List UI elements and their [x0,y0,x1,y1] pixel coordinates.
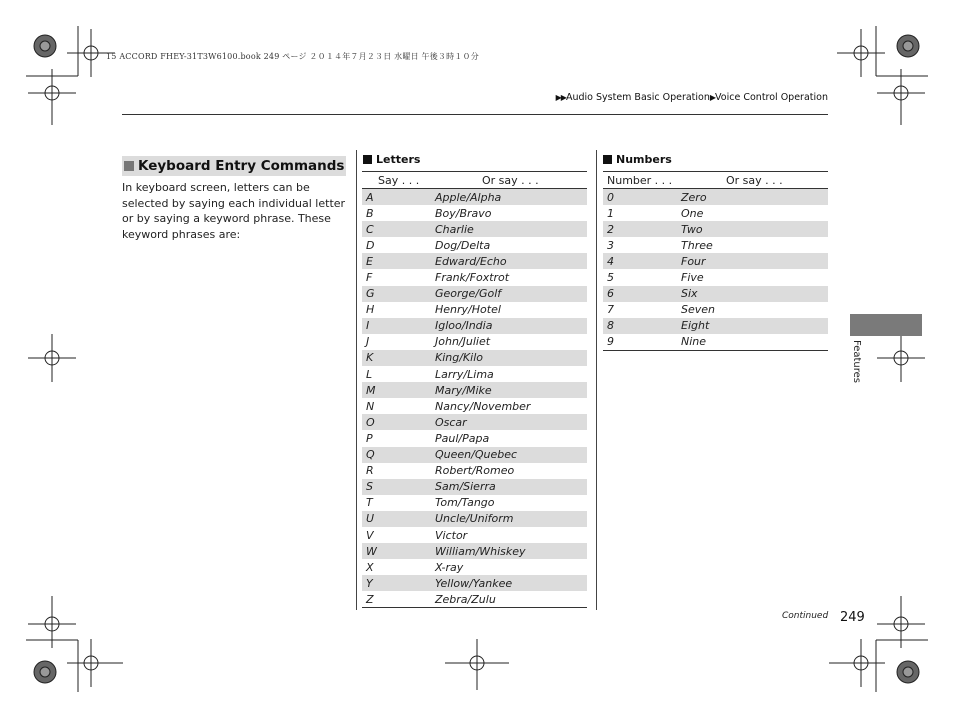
cell-say: U [362,511,432,527]
cell-say: L [366,367,373,381]
cell-or-say: Two [681,221,828,237]
cell-or-say: Henry/Hotel [435,303,501,317]
cell-say: 0 [603,189,681,206]
cell-or-say: X-ray [435,560,464,574]
cell-say: K [362,350,432,366]
cell-say: S [362,479,432,495]
section-intro: In keyboard screen, letters can be selected by saying each individual letter or by saying a keyword phrase. These keyword phrases are: [122,181,346,241]
numbers-table-title: Numbers [603,153,672,166]
cell-say: M [362,382,432,398]
cell-or-say: Nancy/November [435,399,531,413]
cell-say: R [366,464,374,478]
table-row [603,205,828,221]
cell-say: A [362,189,432,206]
cell-say: 7 [607,303,614,317]
table-row [362,302,587,318]
square-bullet-icon [363,155,372,164]
cell-or-say: Igloo/India [432,318,587,334]
col-header-number: Number . . . [603,172,681,189]
table-row [362,189,587,206]
table-row [362,414,587,430]
col-header-or: Or say . . . [681,172,828,189]
cell-say: C [362,221,432,237]
table-row [603,253,828,269]
continued-note: Continued [782,611,829,621]
table-row [603,302,828,318]
cell-or-say: Yellow/Yankee [432,575,587,591]
numbers-table [603,171,828,351]
table-row [362,334,587,350]
cell-or-say: Victor [435,528,468,542]
square-bullet-icon [603,155,612,164]
table-row [362,559,587,575]
cell-say: 5 [607,271,614,285]
table-row [362,511,587,527]
cell-say: H [366,303,375,317]
cell-say: 6 [603,286,681,302]
cell-or-say: Oscar [432,414,587,430]
table-row [603,189,828,206]
table-row [362,382,587,398]
cell-say: Z [362,591,432,608]
table-row [603,237,828,253]
breadcrumb-current: Voice Control Operation [715,92,828,103]
cell-say: D [366,238,375,252]
table-row [603,334,828,351]
table-row [362,398,587,414]
cell-or-say: Tom/Tango [435,496,495,510]
cell-say: O [362,414,432,430]
table-row [362,430,587,446]
cell-say: G [362,286,432,302]
cell-say: N [366,399,375,413]
cell-or-say: Larry/Lima [435,367,494,381]
cell-say: 9 [603,334,681,351]
page-number: 249 [840,610,865,625]
cell-or-say: George/Golf [432,286,587,302]
cell-say: 8 [603,318,681,334]
table-row [362,253,587,269]
cell-say: F [366,271,373,285]
print-imprint: 15 ACCORD FHEY-31T3W6100.book 249 ページ ２０１４年７月２３日 水曜日 午後３時１０分 [106,52,479,61]
table-row [362,318,587,334]
section-heading [122,156,346,176]
col-header-or: Or say . . . [432,172,587,189]
cell-or-say: Nine [681,334,828,351]
cell-say: 2 [603,221,681,237]
col-header-say: Say . . . [362,172,432,189]
table-row [362,350,587,366]
cell-or-say: Sam/Sierra [432,479,587,495]
table-row [362,447,587,463]
letters-table [362,171,587,608]
breadcrumb-separator-icon: ▶ [709,93,716,102]
table-row [362,543,587,559]
cell-or-say: Zebra/Zulu [432,591,587,608]
cell-say: I [362,318,432,334]
cell-or-say: Four [681,253,828,269]
cell-or-say: Eight [681,318,828,334]
cell-say: V [366,528,374,542]
table-row [362,286,587,302]
cell-or-say: Zero [681,189,828,206]
cell-or-say: Five [681,271,704,285]
cell-say: 3 [607,238,614,252]
cell-or-say: Dog/Delta [435,238,491,252]
table-row [362,463,587,479]
cell-or-say: John/Juliet [435,335,491,349]
table-row [603,269,828,285]
cell-or-say: Paul/Papa [435,431,490,445]
cell-say: Q [362,447,432,463]
cell-or-say: Charlie [432,221,587,237]
cell-or-say: King/Kilo [432,350,587,366]
cell-say: W [362,543,432,559]
cell-say: 4 [603,253,681,269]
column-divider-left [356,150,357,610]
table-row [603,286,828,302]
cell-say: J [366,335,370,349]
table-row [362,479,587,495]
cell-or-say: Boy/Bravo [435,206,492,220]
table-row [362,575,587,591]
table-header-row [362,172,587,189]
table-row [362,205,587,221]
cell-or-say: William/Whiskey [432,543,587,559]
table-row [362,237,587,253]
cell-or-say: Edward/Echo [432,253,587,269]
breadcrumb-arrows-icon: ▶▶ [555,93,566,102]
breadcrumb [556,92,828,103]
cell-say: X [366,560,374,574]
table-row [362,221,587,237]
cell-or-say: Six [681,286,828,302]
table-row [603,318,828,334]
breadcrumb-parent[interactable]: Audio System Basic Operation [565,92,710,103]
column-divider-right [596,150,597,610]
letters-table-title: Letters [363,153,420,166]
cell-say: E [362,253,432,269]
section-heading-text: Keyboard Entry Commands [138,158,345,174]
cell-or-say: Three [681,238,713,252]
cell-say: B [366,206,374,220]
cell-say: Y [362,575,432,591]
cell-say: P [366,431,373,445]
table-row [362,495,587,511]
cell-or-say: One [681,206,704,220]
table-row [362,366,587,382]
table-row [362,591,587,608]
cell-say: 1 [607,206,614,220]
table-header-row [603,172,828,189]
cell-or-say: Apple/Alpha [432,189,587,206]
cell-or-say: Queen/Quebec [432,447,587,463]
cell-or-say: Uncle/Uniform [432,511,587,527]
cell-say: T [366,496,373,510]
square-bullet-icon [124,161,134,171]
table-row [603,221,828,237]
features-side-tab[interactable] [850,314,922,336]
cell-or-say: Mary/Mike [432,382,587,398]
cell-or-say: Frank/Foxtrot [435,271,510,285]
cell-or-say: Robert/Romeo [435,464,515,478]
features-side-label: Features [851,340,862,383]
table-row [362,527,587,543]
header-rule [122,114,828,115]
table-row [362,269,587,285]
cell-or-say: Seven [681,303,715,317]
